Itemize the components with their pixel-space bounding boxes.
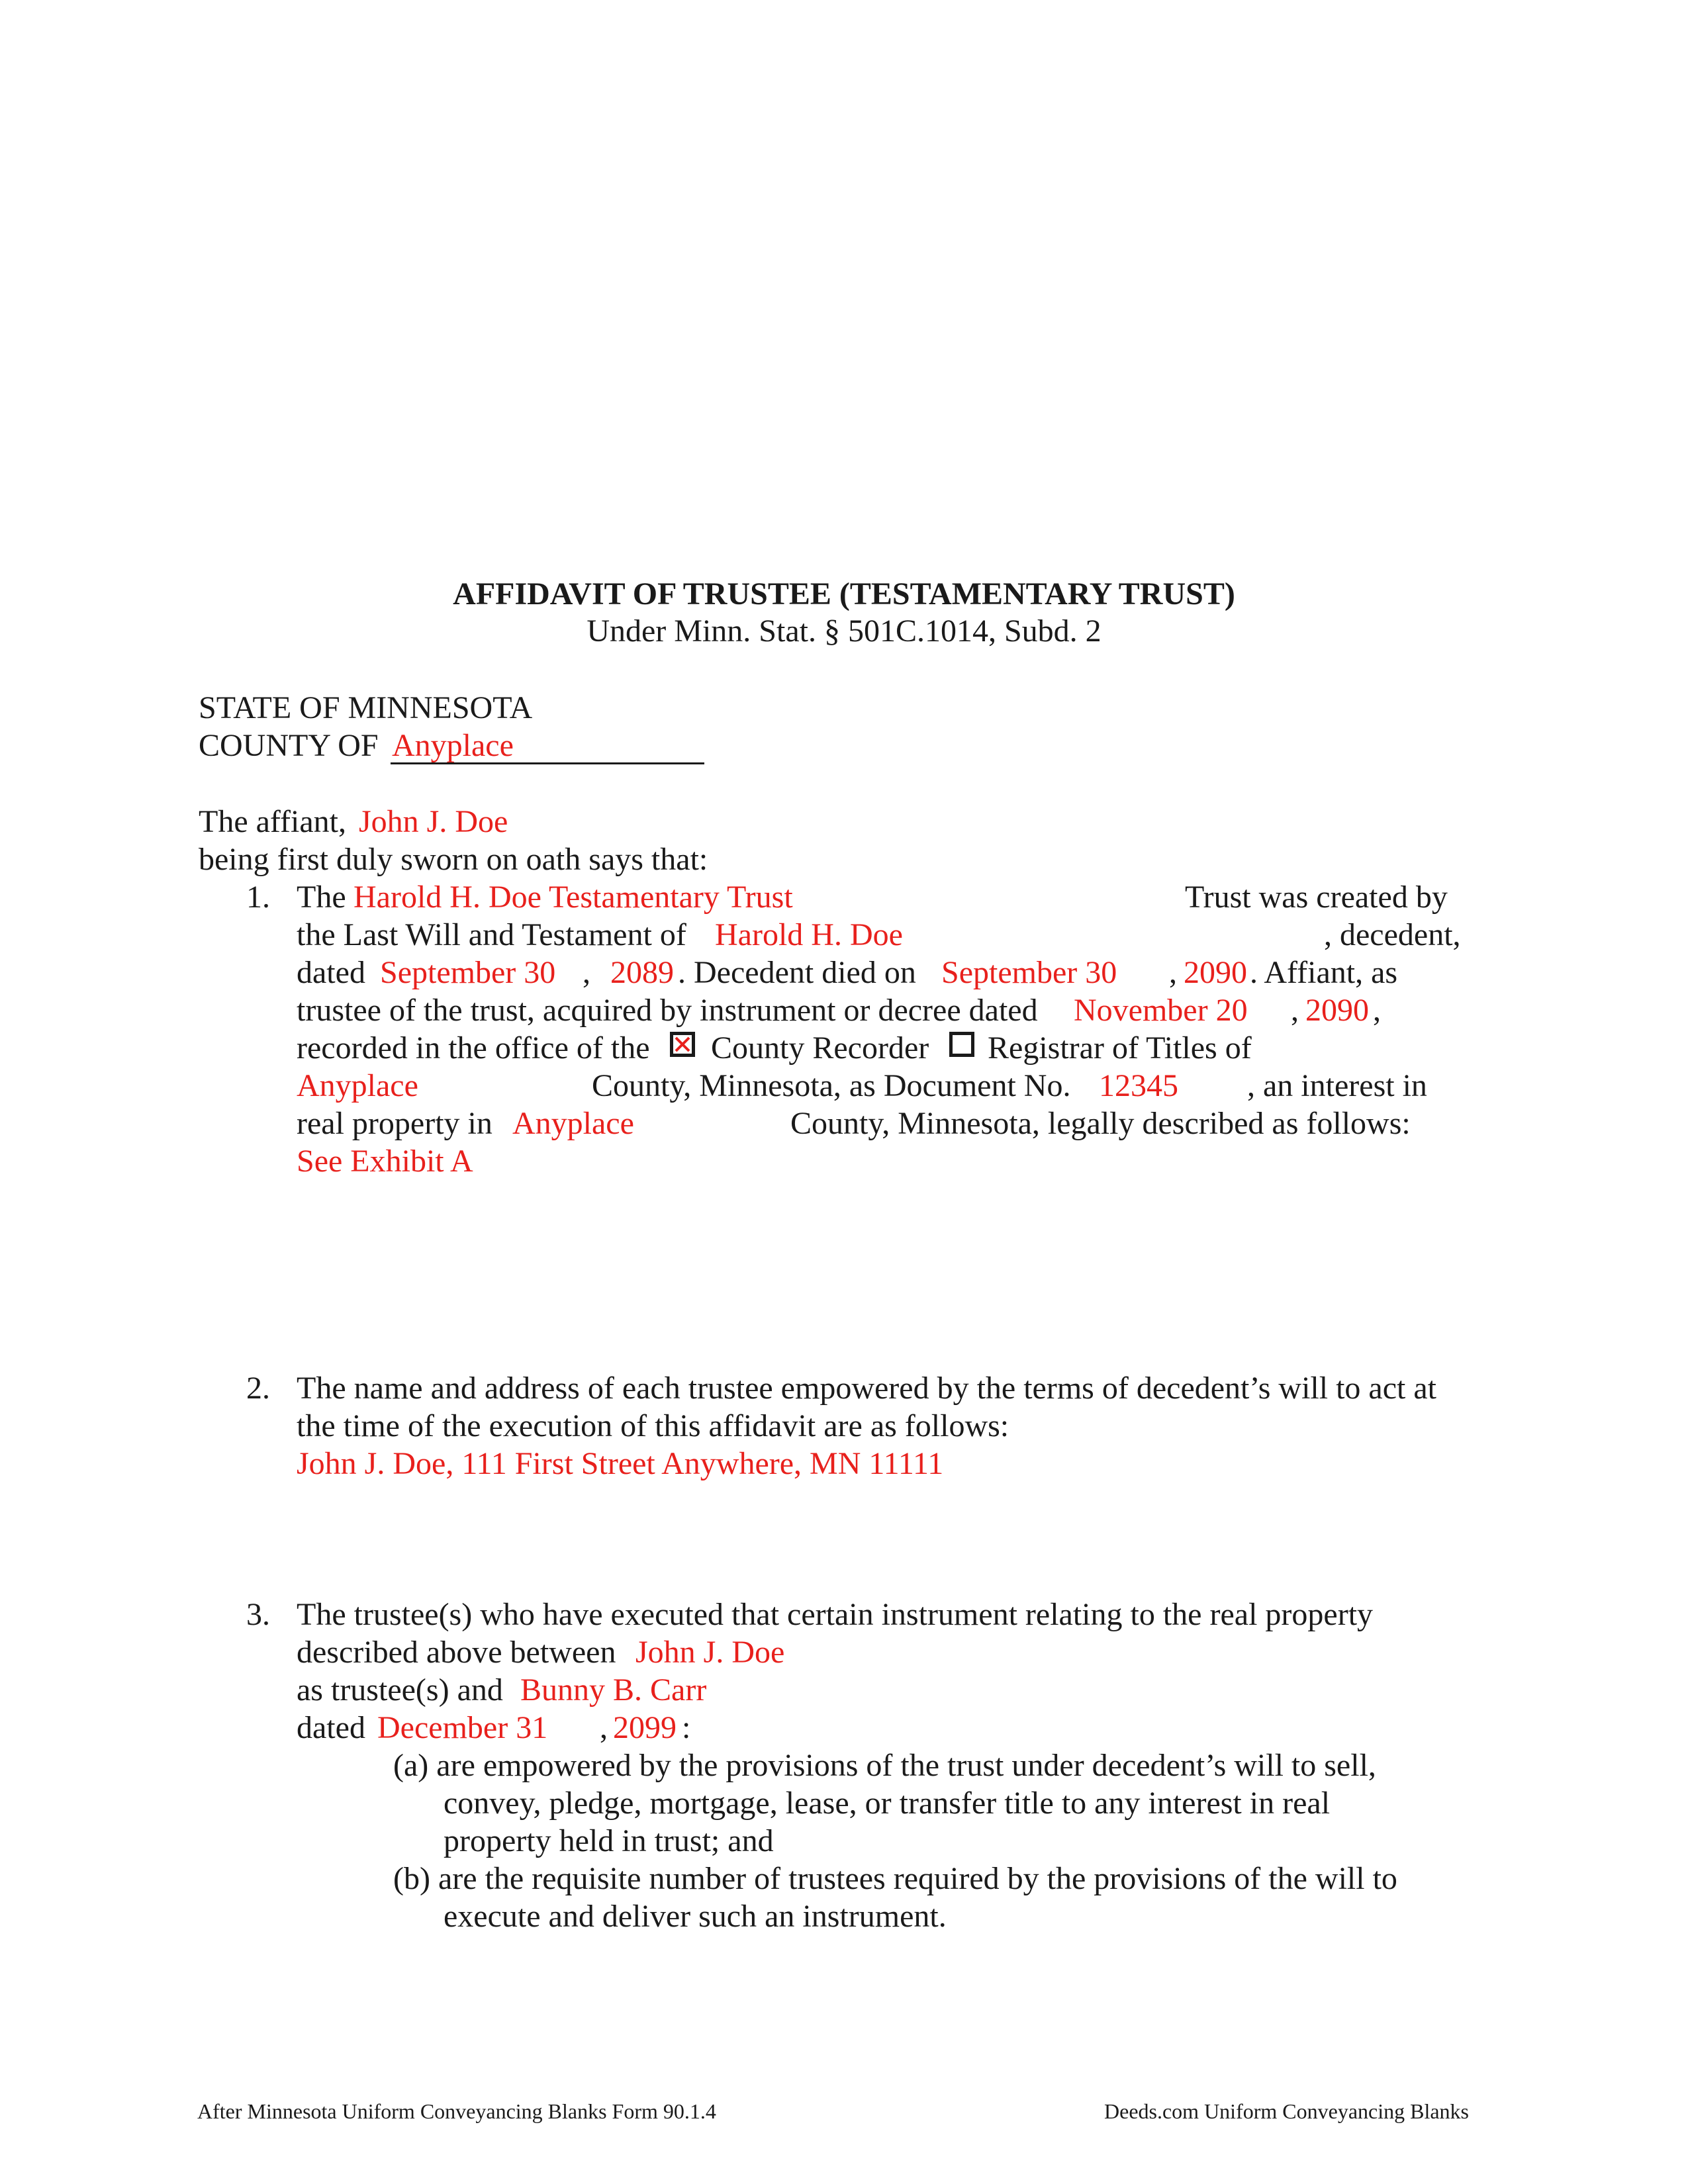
clause-b-line2: execute and deliver such an instrument. [444, 1899, 947, 1934]
legally-described-text: County, Minnesota, legally described as follows: [790, 1106, 1411, 1141]
decedent-name-field[interactable]: Harold H. Doe [715, 917, 903, 952]
trust-name-field[interactable]: Harold H. Doe Testamentary Trust [353, 880, 793, 915]
as-trustees-and-text: as trustee(s) and [297, 1672, 503, 1707]
decree-comma: , [1291, 993, 1299, 1028]
oath-line: being first duly sworn on oath says that: [199, 842, 708, 877]
as-document-text: County, Minnesota, as Document No. [592, 1068, 1071, 1103]
property-county-field[interactable]: Anyplace [512, 1106, 634, 1141]
decree-year-field[interactable]: 2090 [1305, 993, 1369, 1028]
affiant-name-field[interactable]: John J. Doe [359, 804, 508, 839]
item3-dated-text: dated [297, 1710, 365, 1745]
record-county-field[interactable]: Anyplace [297, 1068, 418, 1103]
affiant-as-text: . Affiant, as [1250, 955, 1398, 990]
will-comma: , [583, 955, 590, 990]
recorded-in-text: recorded in the office of the [297, 1030, 650, 1066]
county-recorder-label: County Recorder [711, 1030, 929, 1066]
checkmark-x-icon [673, 1035, 692, 1054]
county-recorder-checkbox[interactable] [670, 1032, 695, 1057]
death-year-field[interactable]: 2090 [1184, 955, 1247, 990]
instrument-comma: , [600, 1710, 608, 1745]
item2-number: 2. [246, 1371, 270, 1406]
item2-line1: The name and address of each trustee empowered by the terms of decedent’s will to act at [297, 1371, 1436, 1406]
death-date-field[interactable]: September 30 [941, 955, 1117, 990]
county-field[interactable]: Anyplace [392, 728, 514, 763]
real-property-in-text: real property in [297, 1106, 492, 1141]
clause-a-line1: (a) are empowered by the provisions of the trust under decedent’s will to sell, [393, 1748, 1376, 1783]
died-on-text: . Decedent died on [678, 955, 916, 990]
instrument-colon: : [682, 1710, 691, 1745]
interest-in-text: , an interest in [1247, 1068, 1427, 1103]
county-label: COUNTY OF [199, 728, 379, 763]
item1-the: The [297, 880, 346, 915]
acquired-text: trustee of the trust, acquired by instrument or decree dated [297, 993, 1038, 1028]
trustees-field[interactable]: John J. Doe, 111 First Street Anywhere, MN 11111 [297, 1446, 944, 1481]
footer-form-reference: After Minnesota Uniform Conveyancing Blanks Form 90.1.4 [197, 2099, 716, 2123]
instrument-date-field[interactable]: December 31 [377, 1710, 548, 1745]
decree-date-field[interactable]: November 20 [1074, 993, 1248, 1028]
created-by-text: Trust was created by [1185, 880, 1448, 915]
grantee-name-field[interactable]: Bunny B. Carr [520, 1672, 707, 1707]
affiant-label: The affiant, [199, 804, 347, 839]
legal-description-field[interactable]: See Exhibit A [297, 1144, 473, 1179]
item3-line1: The trustee(s) who have executed that certain instrument relating to the real property [297, 1597, 1374, 1632]
item1-number: 1. [246, 880, 270, 915]
registrar-checkbox[interactable] [949, 1032, 974, 1057]
will-year-field[interactable]: 2089 [610, 955, 674, 990]
will-of-text: the Last Will and Testament of [297, 917, 686, 952]
trustee-name-field[interactable]: John J. Doe [635, 1635, 785, 1670]
decree-trailing-comma: , [1373, 993, 1381, 1028]
document-title: AFFIDAVIT OF TRUSTEE (TESTAMENTARY TRUST) [453, 576, 1235, 612]
state-line: STATE OF MINNESOTA [199, 690, 533, 725]
between-text: described above between [297, 1635, 616, 1670]
clause-a-line3: property held in trust; and [444, 1823, 774, 1858]
document-number-field[interactable]: 12345 [1099, 1068, 1178, 1103]
clause-a-line2: convey, pledge, mortgage, lease, or transfer title to any interest in real [444, 1786, 1331, 1821]
decedent-suffix: , decedent, [1324, 917, 1461, 952]
clause-b-line1: (b) are the requisite number of trustees required by the provisions of the will to [393, 1861, 1397, 1896]
county-underline [391, 762, 704, 764]
item2-line2: the time of the execution of this affidavit are as follows: [297, 1408, 1009, 1443]
dated-text: dated [297, 955, 365, 990]
instrument-year-field[interactable]: 2099 [613, 1710, 677, 1745]
item3-number: 3. [246, 1597, 270, 1632]
will-date-field[interactable]: September 30 [380, 955, 556, 990]
document-subtitle: Under Minn. Stat. § 501C.1014, Subd. 2 [586, 614, 1102, 649]
registrar-label: Registrar of Titles of [988, 1030, 1252, 1066]
death-comma: , [1169, 955, 1177, 990]
footer-source: Deeds.com Uniform Conveyancing Blanks [1104, 2099, 1469, 2123]
